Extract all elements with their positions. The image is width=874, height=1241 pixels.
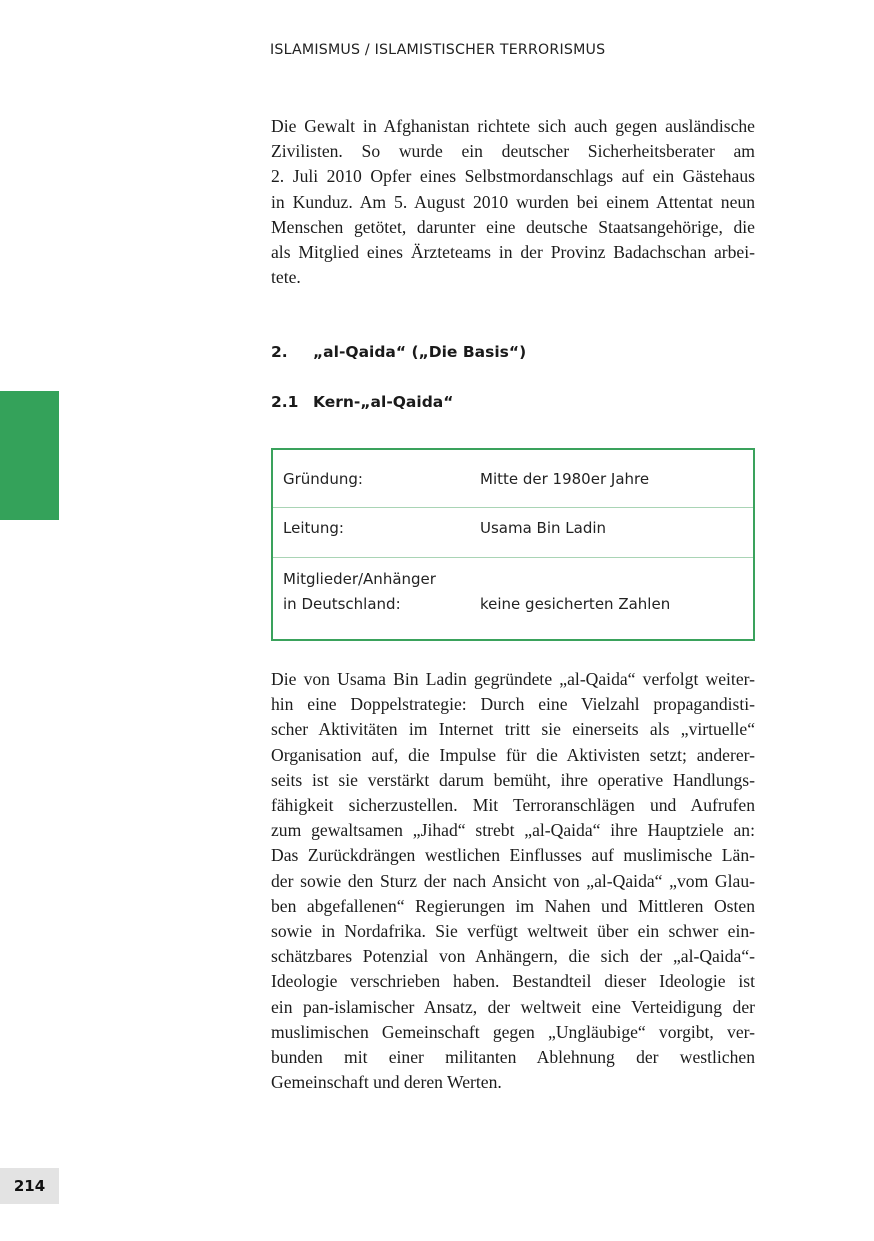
fact-row-members [273,558,753,639]
subsection-number: 2.1 [271,393,299,411]
section-heading [271,343,526,361]
body-paragraph-2 [271,667,755,1095]
paragraph-line: fähigkeit sicherzustellen. Mit Terroranschlägen und Aufrufen [271,795,755,816]
fact-box [271,448,755,641]
paragraph-line: hin eine Doppelstrategie: Durch eine Vielzahl propagandisti- [271,694,755,715]
fact-value: Usama Bin Ladin [480,519,607,537]
paragraph-line: in Kunduz. Am 5. August 2010 wurden bei einem Attentat neun [271,191,755,212]
body-paragraph-1 [271,114,755,290]
paragraph-line: scher Aktivitäten im Internet tritt sie einerseits als „virtuelle“ [271,719,755,740]
paragraph-line: bunden mit einer militanten Ablehnung der westlichen [271,1047,755,1068]
subsection-title: Kern-„al-Qaida“ [313,393,454,411]
paragraph-line: Das Zurückdrängen westlichen Einflusses auf muslimische Län- [271,845,755,866]
fact-value: Mitte der 1980er Jahre [480,470,650,488]
chapter-color-tab [0,391,59,520]
fact-value: keine gesicherten Zahlen [480,595,671,613]
fact-row-founding [273,450,753,508]
paragraph-line: Gemeinschaft und deren Werten. [271,1072,502,1093]
paragraph-line: ein pan-islamischer Ansatz, der weltweit eine Verteidigung der [271,996,755,1017]
paragraph-line: Zivilisten. So wurde ein deutscher Sicherheitsberater am [271,141,755,162]
paragraph-line: tete. [271,267,301,288]
paragraph-line: sowie in Nordafrika. Sie verfügt weltweit über ein schwer ein- [271,921,755,942]
running-head: ISLAMISMUS / ISLAMISTISCHER TERRORISMUS [270,42,606,58]
page-number: 214 [0,1168,59,1204]
fact-label-line: Mitglieder/Anhänger [283,570,436,588]
section-title: „al-Qaida“ („Die Basis“) [313,343,527,361]
paragraph-line: schätzbares Potenzial von Anhängern, die sich der „al-Qaida“- [271,946,755,967]
paragraph-line: muslimischen Gemeinschaft gegen „Ungläubige“ vorgibt, ver- [271,1021,755,1042]
paragraph-line: seits ist sie verstärkt darum bemüht, ihre operative Handlungs- [271,769,755,790]
paragraph-line: zum gewaltsamen „Jihad“ strebt „al-Qaida“ ihre Hauptziele an: [271,820,755,841]
paragraph-line: 2. Juli 2010 Opfer eines Selbstmordanschlags auf ein Gästehaus [271,166,755,187]
fact-label: Gründung: [283,470,363,488]
paragraph-line: Organisation auf, die Impulse für die Aktivisten setzt; anderer- [271,744,755,765]
paragraph-line: Die von Usama Bin Ladin gegründete „al-Qaida“ verfolgt weiter- [271,669,755,689]
fact-label [283,567,436,617]
subsection-heading [271,393,453,411]
fact-row-leadership [273,508,753,558]
paragraph-line: Menschen getötet, darunter eine deutsche Staatsangehörige, die [271,216,755,237]
paragraph-line: Ideologie verschrieben haben. Bestandteil dieser Ideologie ist [271,971,755,992]
fact-label: Leitung: [283,519,344,537]
paragraph-line: Die Gewalt in Afghanistan richtete sich auch gegen ausländische [271,116,755,136]
paragraph-line: der sowie den Sturz der nach Ansicht von „al-Qaida“ „vom Glau- [271,870,755,891]
fact-label-line: in Deutschland: [283,595,401,613]
section-number: 2. [271,343,288,361]
paragraph-line: als Mitglied eines Ärzteteams in der Provinz Badachschan arbei- [271,242,755,263]
paragraph-line: ben abgefallenen“ Regierungen im Nahen und Mittleren Osten [271,895,755,916]
